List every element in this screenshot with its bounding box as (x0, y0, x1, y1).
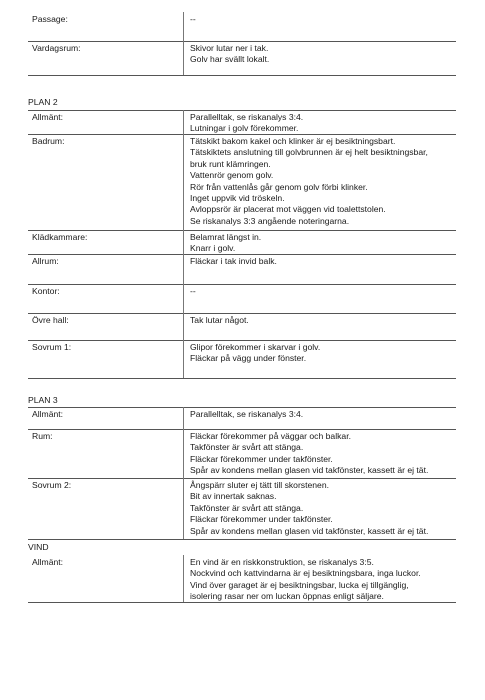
table-row (28, 555, 456, 602)
note-text (190, 342, 456, 365)
section-heading: VIND (28, 542, 49, 552)
note-text (190, 480, 456, 537)
note-line: Fläckar på vägg under fönster. (190, 353, 307, 364)
table-row (28, 340, 456, 378)
room-label: Allmänt: (32, 112, 64, 122)
column-divider (183, 254, 184, 284)
room-label: Klädkammare: (32, 232, 88, 242)
note-line: Takfönster är svårt att stänga. (190, 442, 304, 453)
note-line: Bit av innertak saknas. (190, 491, 277, 502)
column-divider (183, 284, 184, 313)
note-line: Nockvind och kattvindarna är ej besiktningsbara, inga luckor. (190, 568, 421, 579)
table-row (28, 284, 456, 313)
table-row (28, 313, 456, 340)
note-line: bruk runt klämringen. (190, 158, 271, 169)
room-label: Sovrum 2: (32, 480, 72, 490)
room-label: Kontor: (32, 286, 60, 296)
note-line: Avloppsrör är placerat mot väggen vid toalettstolen. (190, 204, 386, 215)
note-line: Spår av kondens mellan glasen vid takfönster, kassett är ej tät. (190, 525, 429, 536)
note-line: isolering rasar ner om luckan öppnas enligt säljare. (190, 591, 384, 602)
note-text (190, 431, 456, 477)
row-rule (28, 539, 456, 540)
room-label: Övre hall: (32, 315, 69, 325)
note-line: Fläckar förekommer under takfönster. (190, 514, 333, 525)
column-divider (183, 134, 184, 230)
note-line: Tätskiktets anslutning till golvbrunnen är ej helt besiktningsbar, (190, 147, 428, 158)
table-row (28, 429, 456, 478)
note-line: Inget uppvik vid tröskeln. (190, 193, 285, 204)
table-row (28, 254, 456, 284)
note-line: Spår av kondens mellan glasen vid takfönster, kassett är ej tät. (190, 465, 429, 476)
table-row (28, 41, 456, 75)
column-divider (183, 12, 184, 41)
note-line: Vattenrör genom golv. (190, 170, 274, 181)
table-row (28, 134, 456, 230)
section-heading: PLAN 3 (28, 395, 58, 405)
note-line: Knarr i golv. (190, 243, 236, 254)
note-text (190, 256, 456, 267)
column-divider (183, 478, 184, 539)
note-line: Rör från vattenlås går genom golv förbi klinker. (190, 181, 368, 192)
room-label: Allmänt: (32, 409, 64, 419)
note-text (190, 43, 456, 66)
note-line: -- (190, 286, 196, 296)
row-rule (28, 75, 456, 76)
note-text (190, 315, 456, 326)
table-row (28, 110, 456, 134)
note-line: -- (190, 14, 196, 24)
room-label: Passage: (32, 14, 68, 24)
note-line: En vind är en riskkonstruktion, se riskanalys 3:5. (190, 557, 374, 567)
column-divider (183, 429, 184, 478)
room-label: Sovrum 1: (32, 342, 72, 352)
room-label: Allmänt: (32, 557, 64, 567)
note-line: Belamrat längst in. (190, 232, 262, 242)
note-text (190, 14, 456, 25)
table-row (28, 230, 456, 254)
room-label: Allrum: (32, 256, 59, 266)
note-line: Skivor lutar ner i tak. (190, 43, 269, 53)
note-line: Fläckar i tak invid balk. (190, 256, 277, 266)
column-divider (183, 555, 184, 602)
note-line: Fläckar förekommer under takfönster. (190, 453, 333, 464)
note-text (190, 286, 456, 297)
note-line: Parallelltak, se riskanalys 3:4. (190, 409, 304, 419)
note-line: Glipor förekommer i skarvar i golv. (190, 342, 321, 352)
note-line: Ångspärr sluter ej tätt till skorstenen. (190, 480, 329, 490)
column-divider (183, 340, 184, 378)
note-text (190, 557, 456, 603)
table-row (28, 407, 456, 429)
column-divider (183, 230, 184, 254)
column-divider (183, 313, 184, 340)
note-text (190, 409, 456, 420)
note-line: Golv har svällt lokalt. (190, 54, 270, 65)
column-divider (183, 110, 184, 134)
note-text (190, 136, 456, 227)
room-label: Vardagsrum: (32, 43, 81, 53)
column-divider (183, 407, 184, 429)
section-heading: PLAN 2 (28, 97, 58, 107)
note-line: Takfönster är svårt att stänga. (190, 502, 304, 513)
note-text (190, 232, 456, 255)
note-line: Tätskikt bakom kakel och klinker är ej besiktningsbart. (190, 136, 396, 146)
room-label: Badrum: (32, 136, 65, 146)
note-text (190, 112, 456, 135)
table-row (28, 478, 456, 539)
note-line: Parallelltak, se riskanalys 3:4. (190, 112, 304, 122)
note-line: Lutningar i golv förekommer. (190, 123, 299, 134)
table-row (28, 12, 456, 41)
note-line: Vind över garaget är ej besiktningsbar, lucka ej tillgänglig, (190, 579, 409, 590)
column-divider (183, 41, 184, 75)
note-line: Tak lutar något. (190, 315, 249, 325)
row-rule (28, 602, 456, 603)
row-rule (28, 378, 456, 379)
room-label: Rum: (32, 431, 53, 441)
note-line: Fläckar förekommer på väggar och balkar. (190, 431, 351, 441)
note-line: Se riskanalys 3:3 angående noteringarna. (190, 215, 350, 226)
